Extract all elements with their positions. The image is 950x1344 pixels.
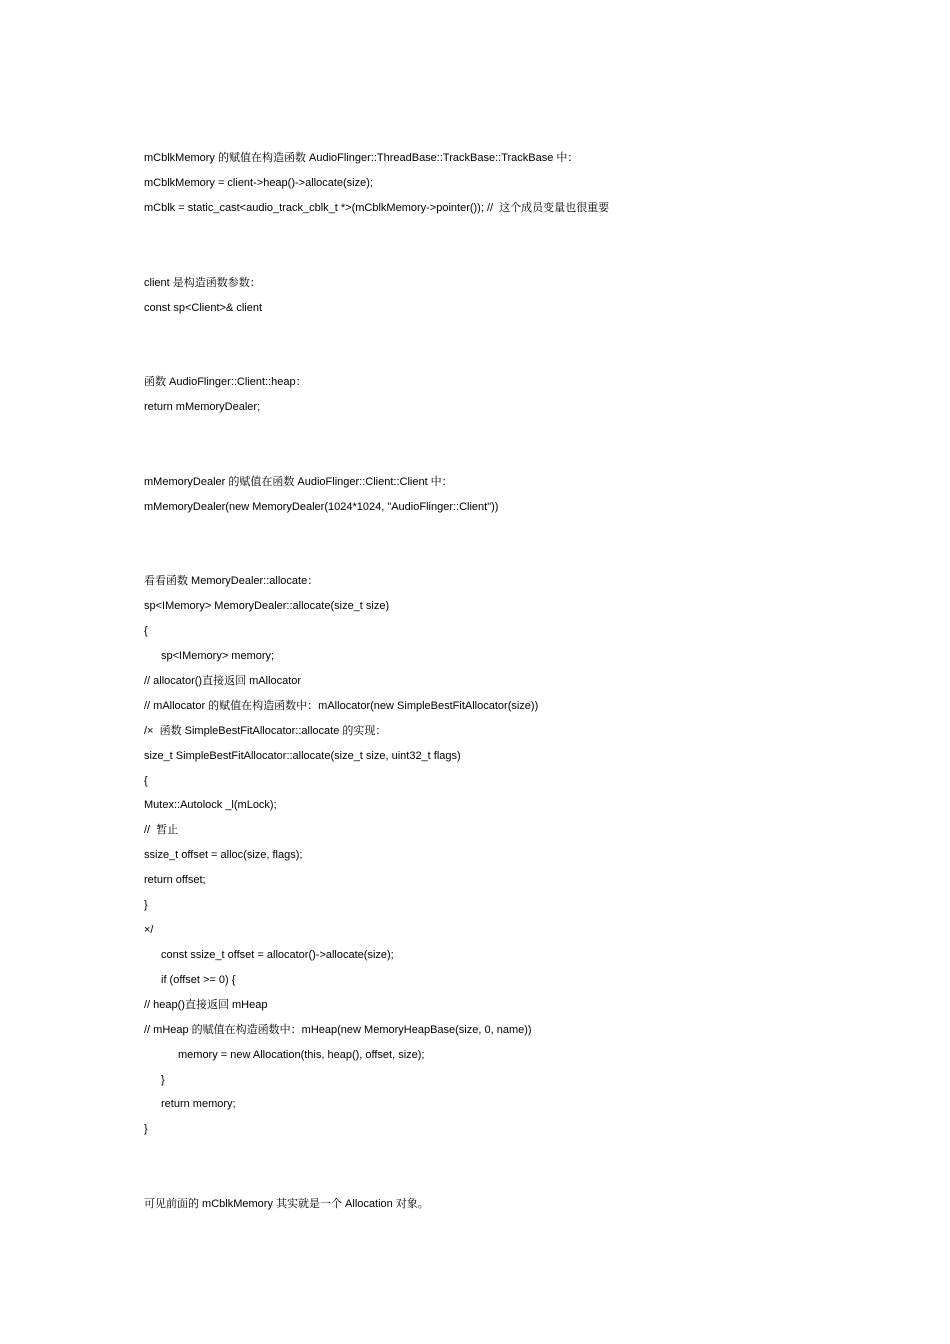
code-line: } [161,1074,165,1086]
code-line: } [144,899,148,911]
code-line: sp<IMemory> memory; [161,650,275,662]
code-comment: // 暂止 [144,824,179,836]
code-line: return offset; [144,874,206,886]
code-line: const sp<Client>& client [144,302,263,314]
code-comment: ×/ [144,924,154,936]
text-line: 可见前面的 mCblkMemory 其实就是一个 Allocation 对象。 [144,1198,429,1210]
code-line: const ssize_t offset = allocator()->allocate(size); [161,949,394,961]
code-line: { [144,775,148,787]
code-line: Mutex::Autolock _l(mLock); [144,799,277,811]
code-line: mMemoryDealer(new MemoryDealer(1024*1024, "AudioFlinger::Client")) [144,501,499,513]
code-line: { [144,625,148,637]
code-line: if (offset >= 0) { [161,974,236,986]
text-line: mCblkMemory 的赋值在构造函数 AudioFlinger::ThreadBase::TrackBase::TrackBase 中： [144,152,579,164]
code-comment: // heap()直接返回 mHeap [144,999,268,1011]
code-line: mCblkMemory = client->heap()->allocate(size); [144,177,373,189]
code-line: mCblk = static_cast<audio_track_cblk_t *>(mCblkMemory->pointer()); // 这个成员变量也很重要 [144,202,610,214]
text-line: mMemoryDealer 的赋值在函数 AudioFlinger::Client::Client 中： [144,476,453,488]
code-comment: // allocator()直接返回 mAllocator [144,675,302,687]
code-comment: // mAllocator 的赋值在构造函数中：mAllocator(new SimpleBestFitAllocator(size)) [144,700,539,712]
text-line: 函数 AudioFlinger::Client::heap： [144,376,307,388]
code-line: memory = new Allocation(this, heap(), offset, size); [178,1049,425,1061]
code-line: } [144,1123,148,1135]
text-line: 看看函数 MemoryDealer::allocate： [144,575,319,587]
code-line: sp<IMemory> MemoryDealer::allocate(size_t size) [144,600,390,612]
code-line: return mMemoryDealer; [144,401,261,413]
code-line: size_t SimpleBestFitAllocator::allocate(size_t size, uint32_t flags) [144,750,461,762]
code-comment: // mHeap 的赋值在构造函数中：mHeap(new MemoryHeapBase(size, 0, name)) [144,1024,532,1036]
code-line: ssize_t offset = alloc(size, flags); [144,849,303,861]
code-line: return memory; [161,1098,236,1110]
text-line: client 是构造函数参数： [144,277,261,289]
code-comment: /× 函数 SimpleBestFitAllocator::allocate 的实现： [144,725,387,737]
